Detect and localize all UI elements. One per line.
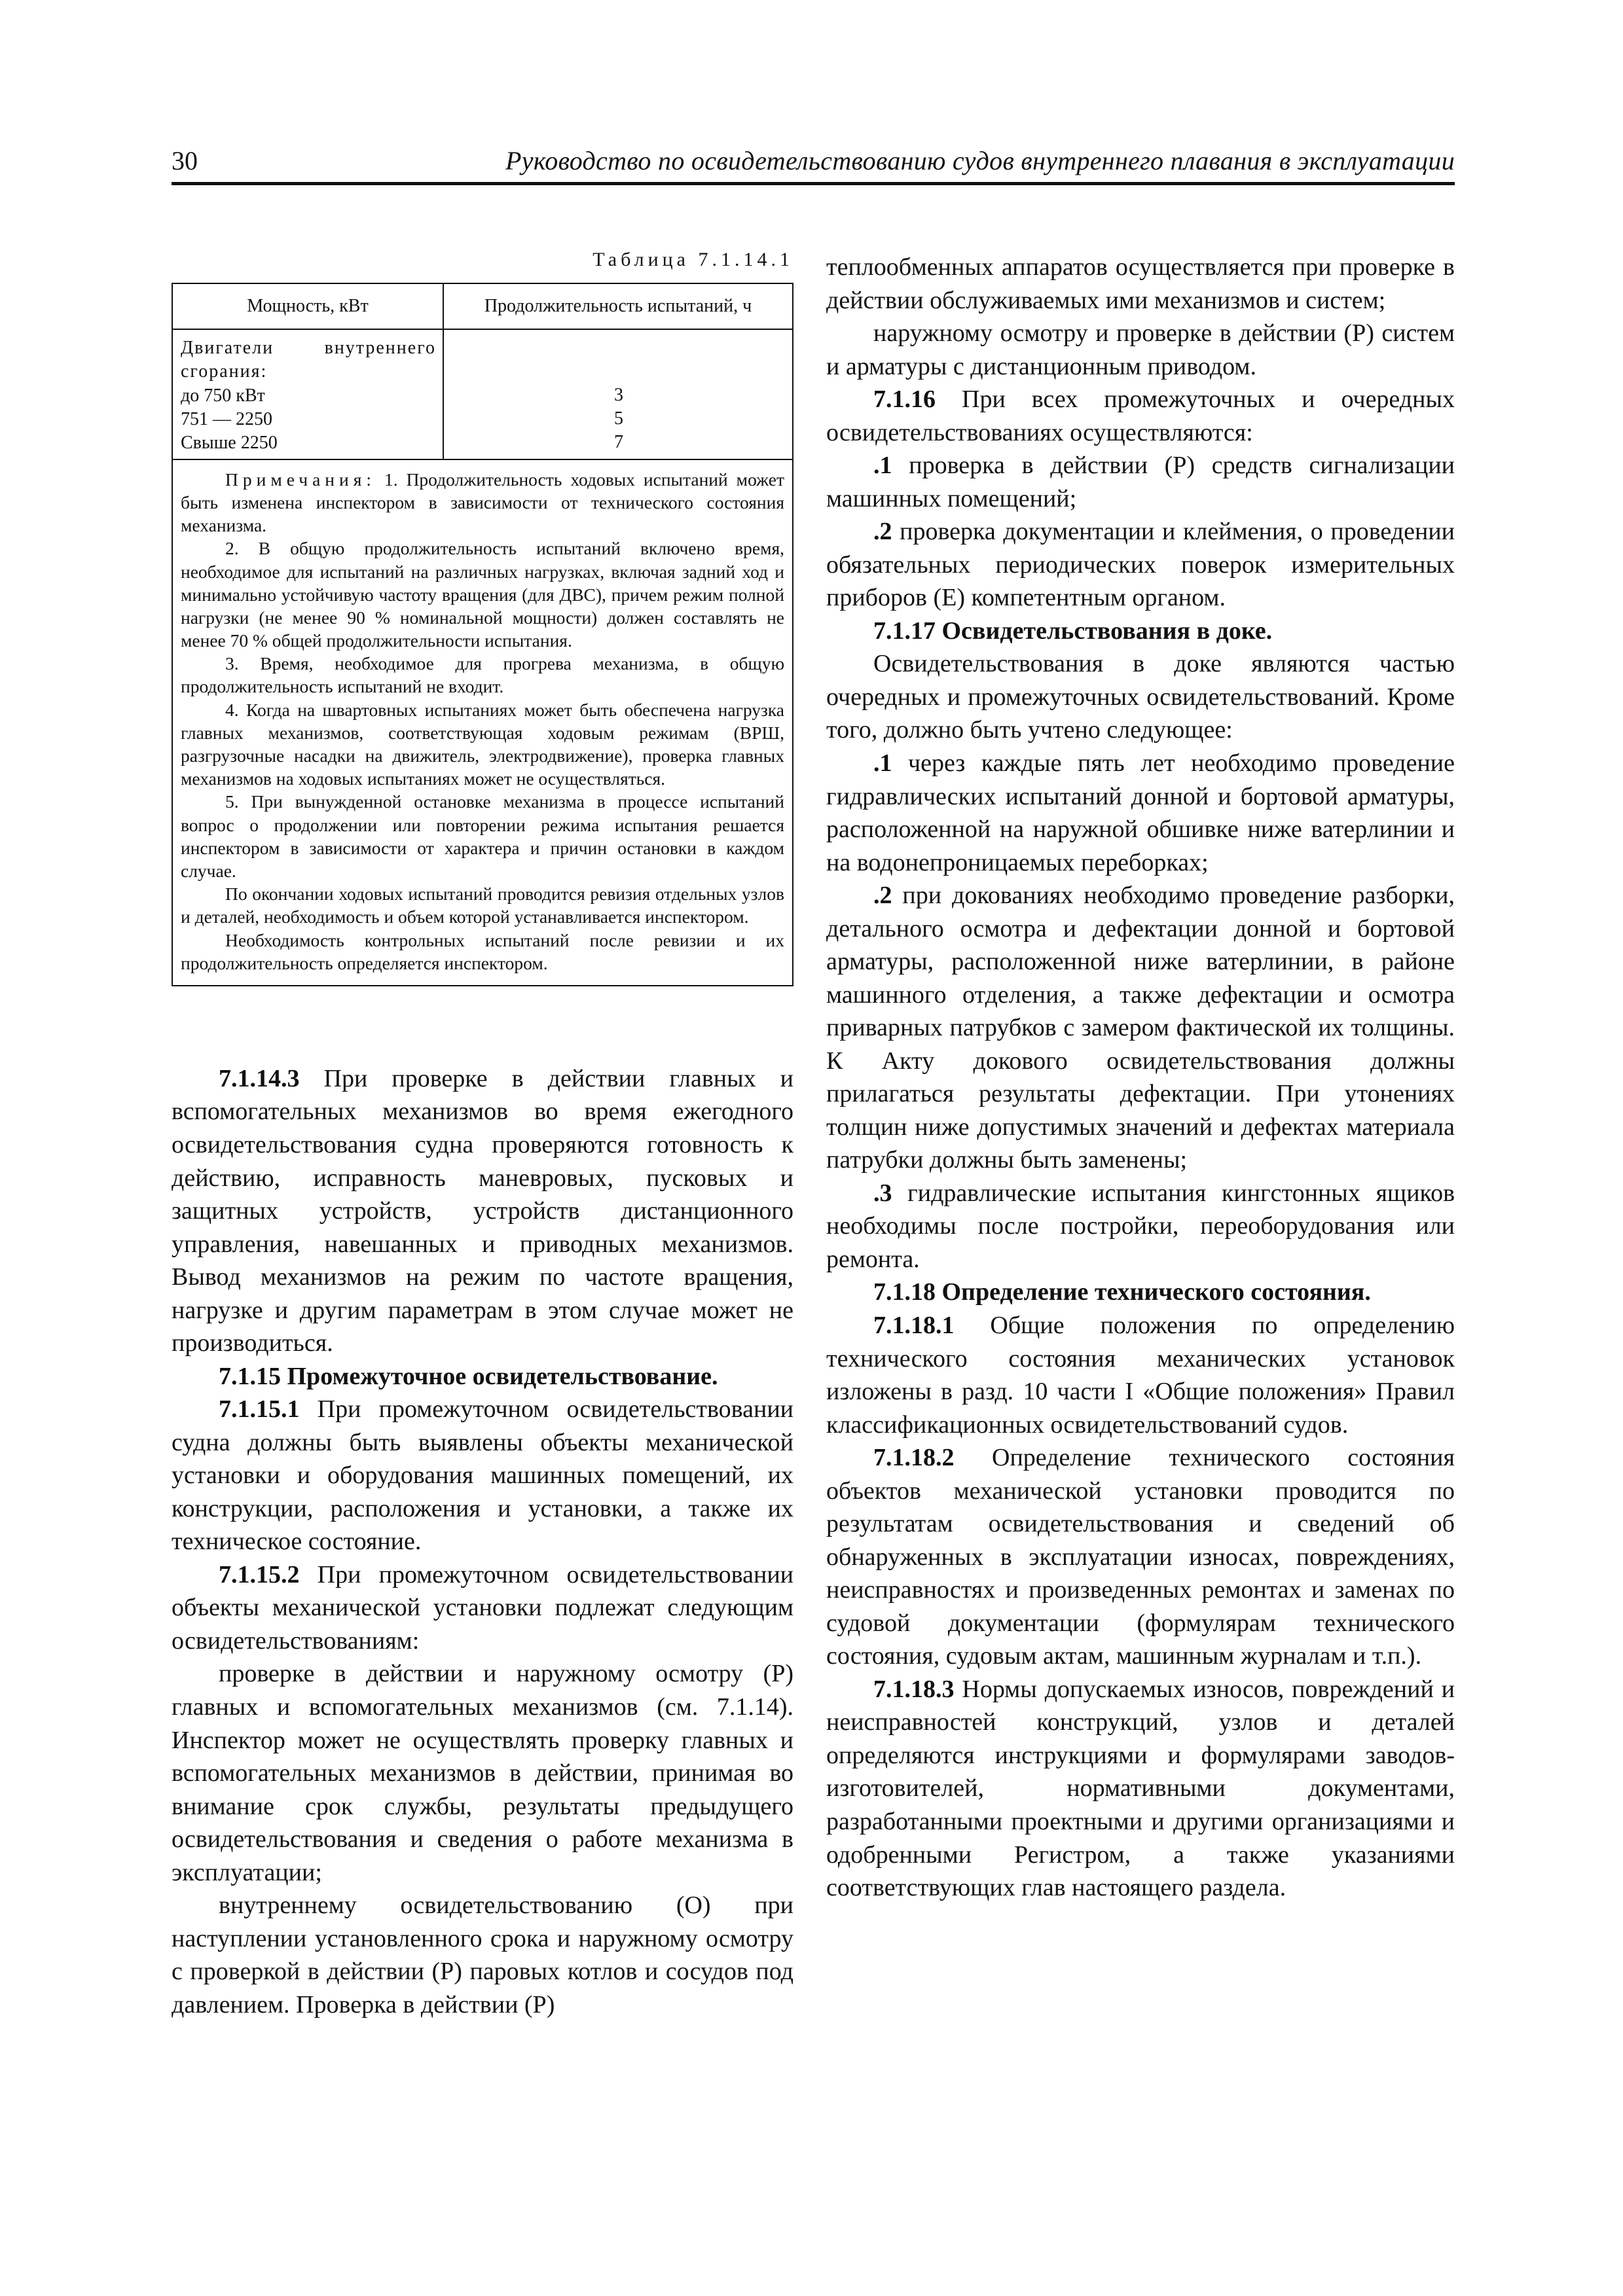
paragraph-text: При проверке в действии главных и вспомогательных механизмов во время ежегодного освидетельствования судна проверяются готовность к действию, исправность маневровых, пусковых и защитных устройств, устройств дистанционного управления, навешанных и приводных механизмов. Вывод механизмов на режим по частоте вращения, нагрузке и другим параметрам в этом случае может не производиться. <box>172 1064 794 1357</box>
item-text: гидравлические испытания кингстонных ящиков необходимы после постройки, переоборудования или ремонта. <box>826 1179 1455 1273</box>
test-duration-table <box>172 283 793 986</box>
left-column <box>172 249 793 2021</box>
heading-7-1-17 <box>826 615 1455 648</box>
paragraph-7-1-18-2 <box>826 1441 1455 1673</box>
item-text: проверка документации и клеймения, о проведении обязательных периодических поверок измерительных приборов (Е) компетентным органом. <box>826 518 1455 612</box>
paragraph-7-1-18-3 <box>826 1673 1455 1905</box>
item-text: через каждые пять лет необходимо проведение гидравлических испытаний донной и бортовой арматуры, расположенной на наружной обшивке ниже ватерлинии и на водонепроницаемых переборках; <box>826 749 1455 876</box>
paragraph-7-1-18-1 <box>826 1309 1455 1441</box>
list-item <box>826 879 1455 1177</box>
list-item <box>826 449 1455 515</box>
list-item <box>826 1177 1455 1276</box>
item-number: .2 <box>873 518 892 546</box>
power-cell <box>172 329 443 459</box>
paragraph-7-1-14-3 <box>172 1062 793 1360</box>
item-text: при докованиях необходимо проведение разборки, детального осмотра и дефектации донной и бортовой арматуры, расположенной ниже ватерлинии, в районе машинного отделения, а также дефектации и осмотра приварных патрубков с замером фактической их толщины. К Акту докового освидетельствования должны прилагаться результаты дефектации. При утонениях толщин ниже допустимых значений и дефектах материала патрубки должны быть заменены; <box>826 882 1455 1174</box>
paragraph-text: Общие положения по определению технического состояния механических установок изложены в разд. 10 части I «Общие положения» Правил классификационных освидетельствований судов. <box>826 1312 1455 1439</box>
paragraph-text: При промежуточном освидетельствовании судна должны быть выявлены объекты механической установки и оборудования машинных помещений, их конструкции, расположения и установки, а также их техническое состояние. <box>172 1395 793 1556</box>
paragraph-7-1-16 <box>826 383 1455 449</box>
table-row-hours: 7 <box>614 432 623 452</box>
paragraph-text: наружному осмотру и проверке в действии (Р) систем и арматуры с дистанционным приводом. <box>826 319 1455 380</box>
note-item: 3. Время, необходимое для прогрева механизма, в общую продолжительность испытаний не входит. <box>181 653 784 697</box>
section-number: 7.1.18.2 <box>873 1444 955 1472</box>
list-item <box>826 515 1455 615</box>
section-number: 7.1.15.2 <box>219 1560 300 1588</box>
paragraph-text: внутреннему освидетельствованию (О) при наступлении установленного срока и наружному осмотру с проверкой в действии (Р) паровых котлов и сосудов под давлением. Проверка в действии (Р) <box>172 1892 793 2018</box>
table-row-hours: 5 <box>614 408 623 429</box>
col-header-power: Мощность, кВт <box>172 283 443 329</box>
item-number: .2 <box>873 882 892 910</box>
note-item: По окончании ходовых испытаний проводится ревизия отдельных узлов и деталей, необходимость и объем которой устанавливается инспектором. <box>181 884 784 927</box>
paragraph-text: Определение технического состояния объектов механической установки проводится по результатам освидетельствования и сведений об обнаруженных в эксплуатации износах, повреждениях, неисправностях и произведенных ремонтах и заменах по судовой документации (формулярам технического состояния, судовым актам, машинным журналам и т.п.). <box>826 1444 1455 1670</box>
paragraph-7-1-15-1 <box>172 1393 793 1558</box>
table-row-power: Свыше 2250 <box>181 432 278 453</box>
paragraph-text: Нормы допускаемых износов, повреждений и неисправностей конструкций, узлов и деталей определяются инструкциями и формулярами заводов-изготовителей, нормативными документами, разработанными проектными и другими организациями и одобренными Регистром, а также указаниями соответствующих глав настоящего раздела. <box>826 1675 1455 1902</box>
item-number: .3 <box>873 1179 892 1207</box>
table-caption: Таблица 7.1.14.1 <box>593 249 793 270</box>
note-item: 4. Когда на швартовных испытаниях может быть обеспечена нагрузка главных механизмов, соответствующая ходовым режимам (ВРШ, разгрузочные насадки на движитель, электродвижение), проверка главных механизмов на ходовых испытаниях может не осуществляться. <box>181 699 784 789</box>
table-row-hours: 3 <box>614 385 623 405</box>
section-heading: 7.1.18 Определение технического состояния. <box>873 1278 1371 1306</box>
table-row-power: 751 — 2250 <box>181 408 272 429</box>
heading-7-1-15 <box>172 1360 793 1393</box>
page-header <box>172 143 1455 185</box>
notes-title: Примечания: <box>225 469 376 490</box>
paragraph-text: Освидетельствования в доке являются частью очередных и промежуточных освидетельствований. Кроме того, должно быть учтено следующее: <box>826 650 1455 744</box>
table-notes <box>172 459 793 986</box>
col-header-duration: Продолжительность испытаний, ч <box>443 283 793 329</box>
engine-label: Двигатели внутреннего сгорания: <box>181 338 436 382</box>
section-heading: 7.1.15 Промежуточное освидетельствование. <box>219 1362 718 1390</box>
section-number: 7.1.16 <box>873 386 936 414</box>
running-title: Руководство по освидетельствованию судов внутреннего плавания в эксплуатации <box>505 146 1455 175</box>
note-item: 1. Продолжительность ходовых испытаний может быть изменена инспектором в зависимости от технического состояния механизма. <box>181 469 785 536</box>
item-number: .1 <box>873 452 892 480</box>
paragraph-text: проверке в действии и наружному осмотру (Р) главных и вспомогательных механизмов (см. 7.1.14). Инспектор может не осуществлять проверку главных и вспомогательных механизмов в действии, принимая во внимание срок службы, результаты предыдущего освидетельствования и сведения о работе механизма в эксплуатации; <box>172 1660 793 1886</box>
left-body-text <box>172 1062 793 2021</box>
list-item <box>826 747 1455 879</box>
item-text: проверка в действии (Р) средств сигнализации машинных помещений; <box>826 452 1455 512</box>
heading-7-1-18 <box>826 1276 1455 1309</box>
paragraph-text: При всех промежуточных и очередных освидетельствованиях осуществляются: <box>826 386 1455 446</box>
duration-cell <box>443 329 793 459</box>
section-number: 7.1.18.3 <box>873 1675 955 1703</box>
paragraph-text: При промежуточном освидетельствовании объекты механической установки подлежат следующим освидетельствованиям: <box>172 1560 793 1655</box>
section-number: 7.1.14.3 <box>219 1064 300 1092</box>
section-number: 7.1.18.1 <box>873 1312 955 1339</box>
right-column <box>826 251 1455 1905</box>
section-number: 7.1.15.1 <box>219 1395 300 1424</box>
note-item: 2. В общую продолжительность испытаний включено время, необходимое для испытаний на различных нагрузках, включая задний ход и минимально устойчивую частоту вращения (для ДВС), причем режим полной нагрузки (не менее 90 % номинальной мощности) должен составлять не менее 70 % общей продолжительности испытания. <box>181 538 784 651</box>
page-number: 30 <box>172 146 198 175</box>
note-item: Необходимость контрольных испытаний после ревизии и их продолжительность определяется инспектором. <box>181 929 784 973</box>
item-number: .1 <box>873 749 892 777</box>
paragraph-7-1-15-2 <box>172 1558 793 1658</box>
note-item: 5. При вынужденной остановке механизма в процессе испытаний вопрос о продолжении или повторении режима испытания решается инспектором в зависимости от характера и причин остановки в каждом случае. <box>181 791 784 881</box>
table-row-power: до 750 кВт <box>181 385 265 406</box>
section-heading: 7.1.17 Освидетельствования в доке. <box>873 617 1273 645</box>
paragraph-text: теплообменных аппаратов осуществляется при проверке в действии обслуживаемых ими механизмов и систем; <box>826 253 1455 314</box>
